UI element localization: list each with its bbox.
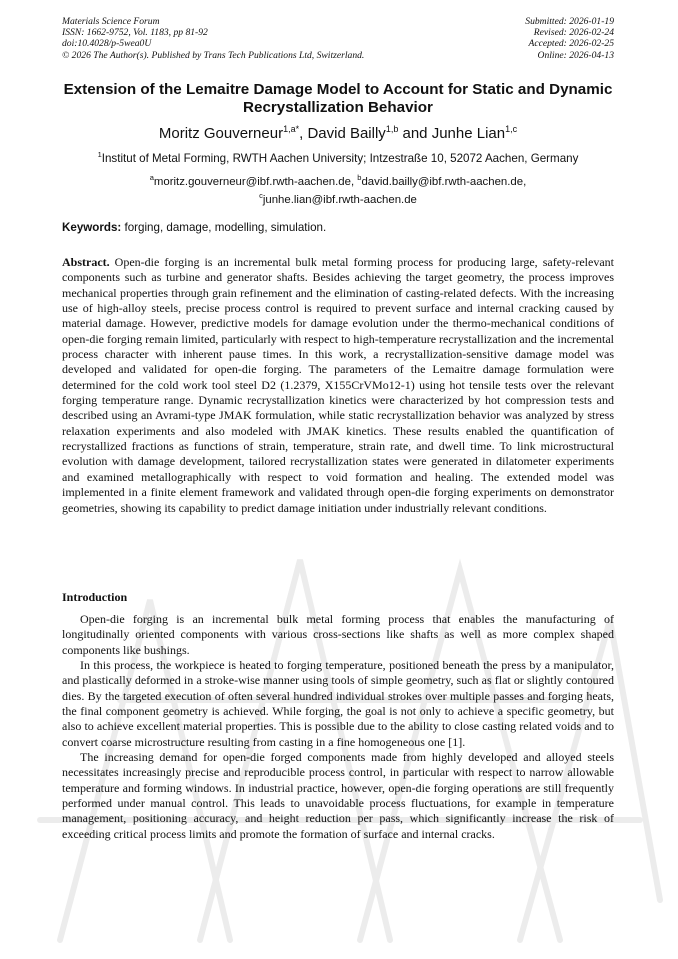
author-name: Moritz Gouverneur xyxy=(158,125,284,142)
body-paragraph: The increasing demand for open-die forged components made from highly developed and alloyed steels necessitates increasingly precise and reproducible process control, in particular with respect to narrow allowable temperature and forming windows. In industrial practice, however, open-die forging operations are still frequently performed under manual control. This leads to unavoidable process fluctuations, for example in temperature management, positioning accuracy, and height reduction per pass, which significantly increase the risk of exceeding critical process limits and promote the formation of surface and internal cracks. xyxy=(62,750,614,841)
email-link[interactable]: moritz.gouverneur@ibf.rwth-aachen.de, xyxy=(153,175,358,188)
section-heading-introduction: Introduction xyxy=(62,590,128,604)
email-superscript: c xyxy=(259,191,263,201)
author-name: Junhe Lian xyxy=(431,125,506,142)
author-separator: , xyxy=(299,125,308,142)
date-online: Online: 2026-04-13 xyxy=(537,49,614,61)
journal-name: Materials Science Forum xyxy=(62,16,160,27)
email-superscript: a xyxy=(149,173,154,182)
author-superscript: 1,a* xyxy=(283,124,300,134)
date-accepted: Accepted: 2026-02-25 xyxy=(528,38,614,50)
email-line xyxy=(62,171,614,189)
author-superscript: 1,c xyxy=(505,124,518,134)
keywords xyxy=(62,221,614,234)
email-link[interactable]: david.bailly@ibf.rwth-aachen.de, xyxy=(361,175,527,188)
affiliation-superscript: 1 xyxy=(97,150,102,159)
body-paragraph: Open-die forging is an incremental bulk metal forming process that enables the manufacturing of longitudinally oriented components with various cross-sections like shafts as well as more complex shaped components like bushings. xyxy=(62,612,614,657)
body-paragraph: In this process, the workpiece is heated to forging temperature, positioned beneath the press by a manipulator, and plastically deformed in a stroke-wise manner using tools of simple geometry, such as flat or slightly contoured dies. By the targeted execution of often several hundred individual strokes over multiple passes and forging heats, the final component geometry is achieved. While forging, the goal is not only to achieve a specific geometry, but also to achieve excellent material properties. This is possible due to the ability to close casting related voids and to convert coarse microstructure resulting from casting in a fine homogeneous one [1]. xyxy=(62,658,614,749)
journal-issn: ISSN: 1662-9752, Vol. 1183, pp 81-92 xyxy=(62,27,208,39)
introduction-body xyxy=(62,612,614,842)
affiliation-text: Institut of Metal Forming, RWTH Aachen University; Intzestraße 10, 52072 Aachen, Germany xyxy=(101,151,579,165)
email-link[interactable]: junhe.lian@ibf.rwth-aachen.de xyxy=(262,194,417,207)
email-line xyxy=(62,189,614,207)
author-separator: and xyxy=(398,125,432,142)
date-submitted: Submitted: 2026-01-19 xyxy=(525,16,614,27)
journal-doi: doi:10.4028/p-5wea0U xyxy=(62,38,152,50)
submission-dates xyxy=(525,16,614,61)
keywords-text: forging, damage, modelling, simulation. xyxy=(121,221,327,234)
abstract-label: Abstract. xyxy=(62,255,110,269)
keywords-label: Keywords: xyxy=(62,221,122,234)
author-emails xyxy=(62,171,614,208)
paper-title: Extension of the Lemaitre Damage Model to Account for Static and Dynamic Recrystallization Behavior xyxy=(63,81,613,116)
author-superscript: 1,b xyxy=(385,124,399,134)
author-list xyxy=(62,124,614,142)
author-name: David Bailly xyxy=(307,125,386,142)
affiliation xyxy=(62,150,614,165)
date-revised: Revised: 2026-02-24 xyxy=(533,27,614,39)
email-superscript: b xyxy=(357,173,362,182)
abstract xyxy=(62,255,614,516)
abstract-text: Open-die forging is an incremental bulk metal forming process for producing large, safety-relevant components such as turbine and generator shafts. Besides achieving the target geometry, the process improves mechanical properties through grain refinement and the elimination of casting-related defects. With the increasing use of high-alloy steels, precise process control is required to prevent surface and internal cracking caused by material damage. However, predictive models for damage evolution under the thermo-mechanical conditions of open-die forging remain limited, particularly with respect to high-temperature recrystallization and the incremental process character with inherent pause times. In this work, a recrystallization-sensitive damage model was developed and validated for open-die forging. The parameters of the Lemaitre damage formulation were determined for the cold work tool steel D2 (1.2379, X155CrVMo12-1) using hot tensile tests over the relevant forging temperature range. Dynamic recrystallization kinetics were characterized by hot compression tests and described using an Avrami-type JMAK formulation, while static recrystallization behavior was analyzed by stress relaxation experiments and also modeled with JMAK kinetics. These results enabled the quantification of recrystallized fractions as functions of strain, temperature, strain rate, and dwell time. To link microstructural evolution with damage development, tailored recrystallization states were generated in dilatometer experiments and examined metallographically with respect to void formation and healing. The extended model was implemented in a finite element framework and validated through open-die forging experiments on demonstrator geometries, showing its capability to predict damage initiation under industrially relevant conditions. xyxy=(62,255,614,515)
journal-copyright: © 2026 The Author(s). Published by Trans Tech Publications Ltd, Switzerland. xyxy=(62,49,365,61)
journal-info xyxy=(62,16,364,61)
